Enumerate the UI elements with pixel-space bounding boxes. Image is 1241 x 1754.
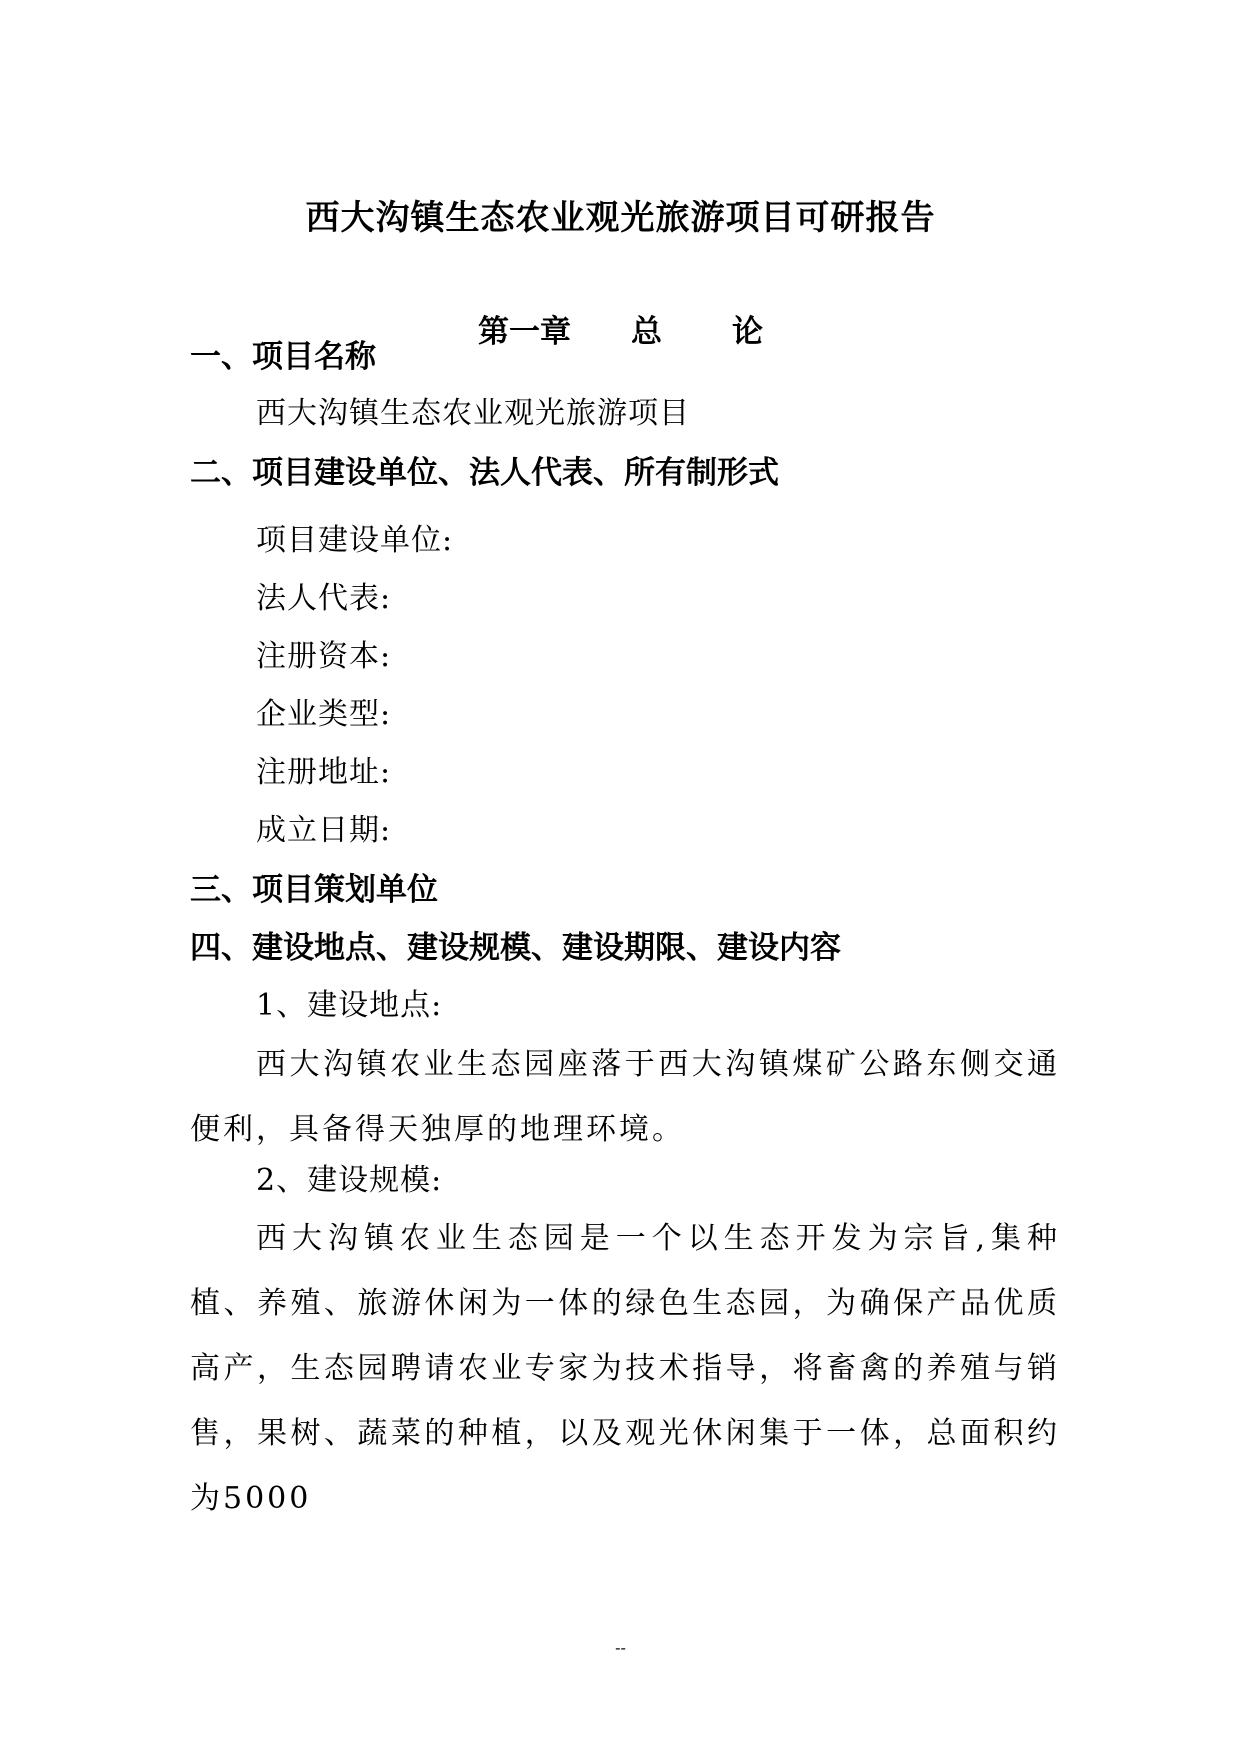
field-registered-capital: 注册资本: [256,639,392,674]
section-2-heading: 二、项目建设单位、法人代表、所有制形式 [190,455,779,491]
item-2-label: 2、建设规模: [256,1163,443,1198]
section-1-text: 西大沟镇生态农业观光旅游项目 [256,396,690,431]
chapter-word-2: 论 [732,314,763,350]
section-1-heading: 一、项目名称 [190,339,376,375]
chapter-number: 第一章 [478,314,571,350]
chapter-heading [0,312,1241,352]
item-1-paragraph: 西大沟镇农业生态园座落于西大沟镇煤矿公路东侧交通便利，具备得天独厚的地理环境。 [190,1047,1060,1147]
section-4-heading: 四、建设地点、建设规模、建设期限、建设内容 [190,930,841,966]
field-registered-address: 注册地址: [256,755,392,790]
field-establishment-date: 成立日期: [256,813,392,848]
field-construction-unit: 项目建设单位: [256,523,454,558]
section-3-heading: 三、项目策划单位 [190,872,438,908]
field-enterprise-type: 企业类型: [256,697,392,732]
chapter-word-1: 总 [631,314,662,350]
page-footer: -- [615,1638,626,1657]
item-1-label: 1、建设地点: [256,988,443,1023]
field-legal-representative: 法人代表: [256,581,392,616]
item-2-paragraph: 西大沟镇农业生态园是一个以生态开发为宗旨,集种植、养殖、旅游休闲为一体的绿色生态园，为确保产品优质高产，生态园聘请农业专家为技术指导，将畜禽的养殖与销售，果树、蔬菜的种植，以及观光休闲集于一体，总面积约为5000 [190,1221,1060,1516]
document-title: 西大沟镇生态农业观光旅游项目可研报告 [305,198,936,238]
